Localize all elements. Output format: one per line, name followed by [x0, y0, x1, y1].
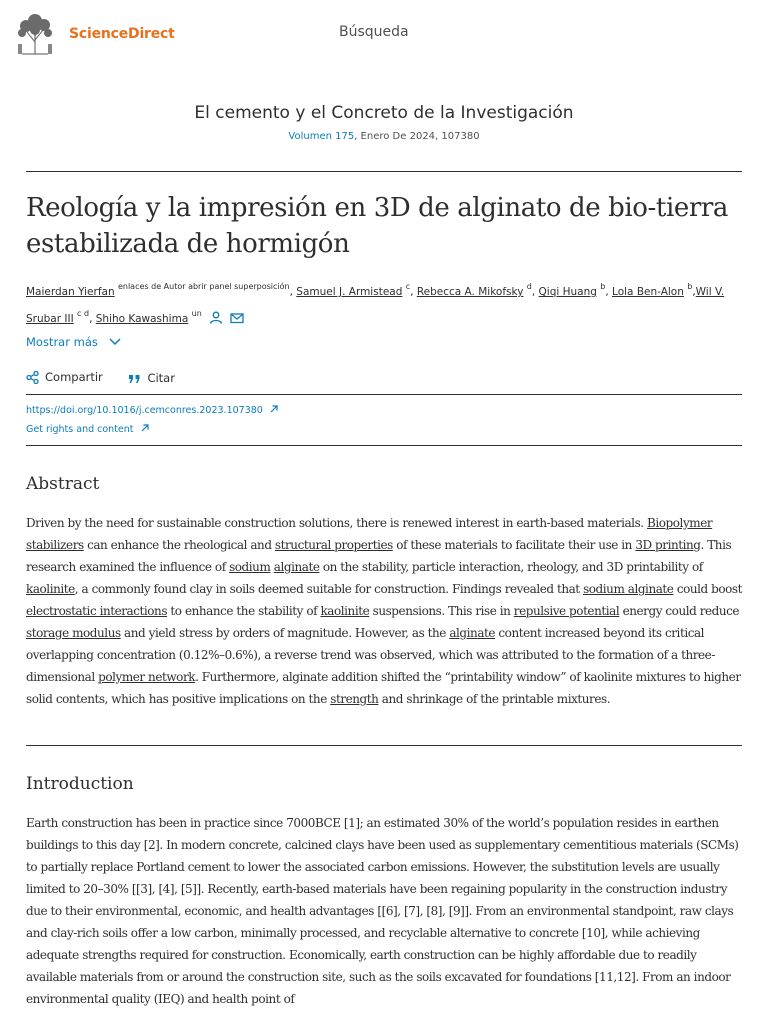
author-affiliation-sup[interactable]: d	[526, 282, 532, 291]
abstract-text-run: of these materials to facilitate their use in	[392, 538, 636, 552]
author-link[interactable]: Samuel J. Armistead	[296, 286, 403, 298]
abstract-text-run: Driven by the need for sustainable construction solutions, there is renewed interest in earth-based materials.	[26, 516, 648, 530]
author-list: Maierdan Yierfan $^{enlaces de Autor abrir panel superposición}$, Samuel J. Armistead $^c$, Rebecca A. Mikofsky $^d$, Qiqi Huang $^b$, Lola Ben-Alon $^b$,Wil V. Srubar III $^{c d}$, Shiho Kawashima $^{un}$	[26, 282, 725, 325]
abstract-text-run: suspensions. This rise in	[369, 604, 514, 618]
abstract-text-run: . Furthermore, alginate addition shifted the “printability window” of kaolinite mixtures to higher solid contents, which has positive implications on the	[26, 670, 741, 706]
introduction-text: Earth construction has been in practice since 7000BCE [1]; an estimated 30% of the world’s population resides in earthen buildings to this day [2]. In modern concrete, calcined clays have been used as supplementary cementitious materials (SCMs) to partially replace Portland cement to lower the associated carbon emissions. However, the substitution levels are usually limited to 20–30% [[3], [4], [5]]. Recently, earth-based materials have been regaining popularity in the construction industry due to their environmental, economic, and health advantages [[6], [7], [8], [9]]. From an environmental standpoint, raw clays and clay-rich soils offer a low carbon, minimally processed, and recyclable alternative to concrete [10], while achieving adequate strengths required for construction. Economically, earth construction can be highly affordable due to readily available materials from or around the construction site, such as the soils excavated for foundations [11,12]. From an indoor environmental quality (IEQ) and health point of	[26, 816, 739, 1006]
introduction-heading: Introduction	[26, 774, 134, 794]
cite-button[interactable]	[128, 371, 175, 385]
author-link[interactable]: Shiho Kawashima	[95, 313, 189, 325]
topic-link[interactable]: sodium	[229, 560, 271, 574]
abstract-text-run: , a commonly found clay in soils deemed suitable for construction. Findings revealed that	[74, 582, 584, 596]
author-link[interactable]: Maierdan Yierfan	[26, 286, 115, 298]
external-link-icon	[269, 404, 279, 414]
abstract-text-run: content increased beyond its critical overlapping concentration (0.12%–0.6%), a reverse trend was observed, which was attributed to the formation of a three-dimensional	[26, 626, 715, 684]
abstract-text-run: . This research examined the influence of	[26, 538, 732, 574]
topic-link[interactable]: alginate	[273, 560, 320, 574]
show-more-label: Mostrar más	[26, 335, 98, 349]
author-link[interactable]: Rebecca A. Mikofsky	[416, 286, 524, 298]
author-affiliation-sup[interactable]: c d	[77, 309, 90, 318]
search-link[interactable]: Búsqueda	[339, 24, 409, 40]
quote-icon	[128, 372, 141, 384]
topic-link[interactable]: sodium alginate	[583, 582, 674, 596]
journal-meta	[0, 131, 768, 142]
chevron-down-icon	[108, 337, 122, 347]
author-link[interactable]: Qiqi Huang	[538, 286, 597, 298]
issue-info: , Enero De 2024, 107380	[354, 131, 480, 142]
author-affiliation-sup[interactable]: b	[600, 282, 606, 291]
doi-text: https://doi.org/10.1016/j.cemconres.2023.107380	[26, 405, 263, 416]
author-affiliation-sup[interactable]: un	[191, 309, 202, 318]
elsevier-tree-logo[interactable]	[12, 12, 58, 56]
abstract-text-run: and shrinkage of the printable mixtures.	[378, 692, 611, 706]
rights-link[interactable]	[26, 423, 150, 435]
topic-link[interactable]: kaolinite	[320, 604, 370, 618]
topic-link[interactable]: storage modulus	[26, 626, 121, 640]
share-button[interactable]	[26, 370, 103, 384]
abstract-heading: Abstract	[26, 474, 100, 494]
topic-link[interactable]: polymer network	[98, 670, 196, 684]
divider	[26, 394, 742, 395]
topic-link[interactable]: stabilizers	[26, 538, 84, 552]
article-actions	[26, 370, 197, 387]
sciencedirect-brand[interactable]: ScienceDirect	[69, 26, 175, 42]
person-icon[interactable]	[209, 311, 223, 324]
share-icon	[26, 371, 39, 384]
abstract-text-run: to enhance the stability of	[167, 604, 321, 618]
rights-text: Get rights and content	[26, 424, 134, 435]
topic-link[interactable]: strength	[330, 692, 379, 706]
share-label: Compartir	[45, 370, 103, 384]
divider	[26, 445, 742, 446]
author-link[interactable]: Wil V. Srubar III	[26, 286, 725, 325]
topic-link[interactable]: Biopolymer	[647, 516, 713, 530]
divider	[26, 171, 742, 172]
journal-title[interactable]: El cemento y el Concreto de la Investigación	[194, 103, 574, 123]
divider	[26, 745, 742, 746]
abstract-text-run: on the stability, particle interaction, rheology, and 3D printability of	[319, 560, 703, 574]
email-icon[interactable]	[230, 312, 244, 324]
author-affiliation-sup[interactable]: c	[405, 282, 411, 291]
topic-link[interactable]: 3D printing	[635, 538, 701, 552]
article-title: Reología y la impresión en 3D de alginato de bio-tierra estabilizada de hormigón	[26, 193, 729, 259]
abstract-text-run: could boost	[673, 582, 743, 596]
top-bar	[0, 0, 768, 66]
author-affiliation-sup[interactable]: b	[687, 282, 693, 291]
topic-link[interactable]: repulsive potential	[513, 604, 620, 618]
doi-link[interactable]	[26, 404, 279, 416]
cite-label: Citar	[147, 370, 175, 385]
author-affiliation-sup[interactable]: enlaces de Autor abrir panel superposición	[117, 282, 290, 291]
topic-link[interactable]: structural properties	[274, 538, 393, 552]
abstract-text-run: energy could reduce	[619, 604, 740, 618]
show-more-button[interactable]	[26, 335, 122, 349]
topic-link[interactable]: electrostatic interactions	[26, 604, 168, 618]
abstract-text-run: and yield stress by orders of magnitude. However, as the	[120, 626, 450, 640]
author-link[interactable]: Lola Ben-Alon	[612, 286, 684, 298]
volume-link[interactable]: Volumen 175	[288, 131, 355, 142]
topic-link[interactable]: kaolinite	[26, 582, 75, 596]
external-link-icon	[140, 423, 150, 433]
abstract-text-run: can enhance the rheological and	[83, 538, 275, 552]
abstract-text	[26, 512, 742, 710]
topic-link[interactable]: alginate	[449, 626, 496, 640]
